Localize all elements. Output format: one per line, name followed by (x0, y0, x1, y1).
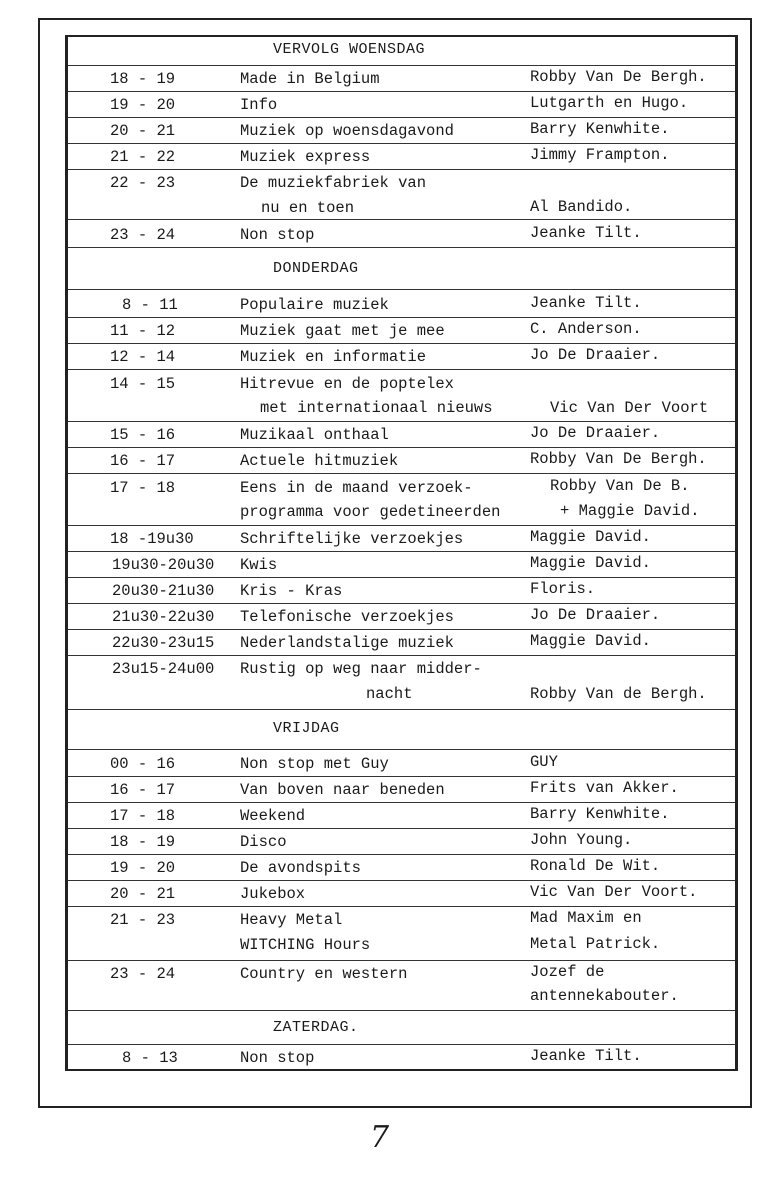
time-slot: 8 - 13 (122, 1049, 178, 1067)
program-name: Kris - Kras (240, 582, 343, 600)
table-row (68, 855, 735, 881)
time-slot: 22u30-23u15 (112, 634, 215, 652)
time-slot: 17 - 18 (110, 807, 176, 825)
time-slot: 23u15-24u00 (112, 660, 215, 678)
program-name: Muziek op woensdagavond (240, 122, 454, 140)
host-name: Jo De Draaier. (530, 606, 661, 624)
program-name: Kwis (240, 556, 278, 574)
time-slot: 22 - 23 (110, 174, 176, 192)
program-name-continued: nacht (366, 685, 413, 703)
program-name: Non stop met Guy (240, 755, 389, 773)
host-name: Frits van Akker. (530, 779, 679, 797)
host-name: Jeanke Tilt. (530, 1047, 642, 1065)
time-slot: 12 - 14 (110, 348, 176, 366)
table-row (68, 881, 735, 907)
table-row (68, 66, 735, 92)
program-name-continued: programma voor gedetineerden (240, 503, 501, 521)
time-slot: 19 - 20 (110, 96, 176, 114)
program-name: Non stop (240, 226, 315, 244)
host-name: John Young. (530, 831, 633, 849)
table-row (68, 170, 735, 220)
program-name: Made in Belgium (240, 70, 380, 88)
program-name: De muziekfabriek van (240, 174, 427, 192)
table-row (68, 474, 735, 526)
day-header-donderdag: DONDERDAG (68, 248, 735, 290)
host-name: Barry Kenwhite. (530, 120, 670, 138)
day-header-zaterdag: ZATERDAG. (68, 1011, 735, 1045)
page-number: 7 (370, 1120, 390, 1155)
host-name: Barry Kenwhite. (530, 805, 670, 823)
host-name: Robby Van De Bergh. (530, 68, 707, 86)
host-name: Jeanke Tilt. (530, 294, 642, 312)
program-name: Info (240, 96, 278, 114)
program-name: Muzikaal onthaal (240, 426, 389, 444)
host-name: C. Anderson. (530, 320, 642, 338)
table-row (68, 803, 735, 829)
time-slot: 23 - 24 (110, 226, 176, 244)
table-row (68, 750, 735, 777)
program-name-continued: nu en toen (261, 199, 355, 217)
time-slot: 20 - 21 (110, 122, 176, 140)
table-row (68, 370, 735, 422)
table-row (68, 344, 735, 370)
time-slot: 18 -19u30 (110, 530, 194, 548)
host-name: Jozef de (530, 963, 605, 981)
table-row (68, 578, 735, 604)
table-row (68, 422, 735, 448)
time-slot: 20u30-21u30 (112, 582, 215, 600)
host-name: Al Bandido. (530, 198, 633, 216)
host-name: Ronald De Wit. (530, 857, 661, 875)
table-row (68, 777, 735, 803)
program-name-continued: WITCHING Hours (240, 936, 371, 954)
program-name: Non stop (240, 1049, 315, 1067)
time-slot: 18 - 19 (110, 70, 176, 88)
host-name: GUY (530, 753, 558, 771)
program-name: Muziek gaat met je mee (240, 322, 445, 340)
table-row (68, 961, 735, 1011)
table-row (68, 448, 735, 474)
program-name: Heavy Metal (240, 911, 343, 929)
time-slot: 11 - 12 (110, 322, 176, 340)
time-slot: 15 - 16 (110, 426, 176, 444)
day-header-vrijdag: VRIJDAG (68, 710, 735, 750)
program-name: Disco (240, 833, 287, 851)
table-row (68, 526, 735, 552)
host-name: Maggie David. (530, 554, 651, 572)
host-name: Jimmy Frampton. (530, 146, 670, 164)
host-name: Robby Van de Bergh. (530, 685, 707, 703)
program-name: Actuele hitmuziek (240, 452, 399, 470)
time-slot: 20 - 21 (110, 885, 176, 903)
table-row (68, 829, 735, 855)
program-name: Populaire muziek (240, 296, 389, 314)
program-name: Country en western (240, 965, 408, 983)
time-slot: 8 - 11 (122, 296, 178, 314)
time-slot: 19u30-20u30 (112, 556, 215, 574)
program-name: Rustig op weg naar midder- (240, 660, 482, 678)
host-name: Floris. (530, 580, 596, 598)
time-slot: 17 - 18 (110, 479, 176, 497)
host-name: Jeanke Tilt. (530, 224, 642, 242)
program-name: Weekend (240, 807, 306, 825)
host-name: Jo De Draaier. (530, 346, 661, 364)
program-name: Muziek en informatie (240, 348, 427, 366)
program-name: Muziek express (240, 148, 371, 166)
table-row (68, 318, 735, 344)
table-row (68, 118, 735, 144)
table-row (68, 290, 735, 318)
table-row (68, 552, 735, 578)
time-slot: 00 - 16 (110, 755, 176, 773)
time-slot: 16 - 17 (110, 781, 176, 799)
program-name: Telefonische verzoekjes (240, 608, 454, 626)
host-name: Vic Van Der Voort. (530, 883, 698, 901)
host-name: Lutgarth en Hugo. (530, 94, 689, 112)
host-name-continued: antennekabouter. (530, 987, 679, 1005)
host-name: Jo De Draaier. (530, 424, 661, 442)
host-name-continued: + Maggie David. (560, 502, 700, 520)
time-slot: 16 - 17 (110, 452, 176, 470)
host-name: Vic Van Der Voort (550, 399, 709, 417)
table-row (68, 630, 735, 656)
program-name: Schriftelijke verzoekjes (240, 530, 464, 548)
table-row (68, 220, 735, 248)
host-name: Mad Maxim en (530, 909, 642, 927)
program-name: Hitrevue en de poptelex (240, 375, 454, 393)
time-slot: 14 - 15 (110, 375, 176, 393)
table-row (68, 907, 735, 961)
program-name: Van boven naar beneden (240, 781, 445, 799)
host-name-continued: Metal Patrick. (530, 935, 661, 953)
time-slot: 23 - 24 (110, 965, 176, 983)
time-slot: 21 - 23 (110, 911, 176, 929)
table-row (68, 604, 735, 630)
time-slot: 21 - 22 (110, 148, 176, 166)
host-name: Maggie David. (530, 528, 651, 546)
table-row (68, 144, 735, 170)
program-name: Eens in de maand verzoek- (240, 479, 473, 497)
host-name: Robby Van De Bergh. (530, 450, 707, 468)
table-row (68, 1045, 735, 1071)
time-slot: 19 - 20 (110, 859, 176, 877)
program-name: De avondspits (240, 859, 361, 877)
time-slot: 18 - 19 (110, 833, 176, 851)
program-name-continued: met internationaal nieuws (260, 399, 493, 417)
table-row (68, 92, 735, 118)
host-name: Robby Van De B. (550, 477, 690, 495)
program-name: Nederlandstalige muziek (240, 634, 454, 652)
program-name: Jukebox (240, 885, 306, 903)
table-row (68, 656, 735, 710)
day-header-vervolg-woensdag: VERVOLG WOENSDAG (68, 37, 735, 66)
host-name: Maggie David. (530, 632, 651, 650)
time-slot: 21u30-22u30 (112, 608, 215, 626)
